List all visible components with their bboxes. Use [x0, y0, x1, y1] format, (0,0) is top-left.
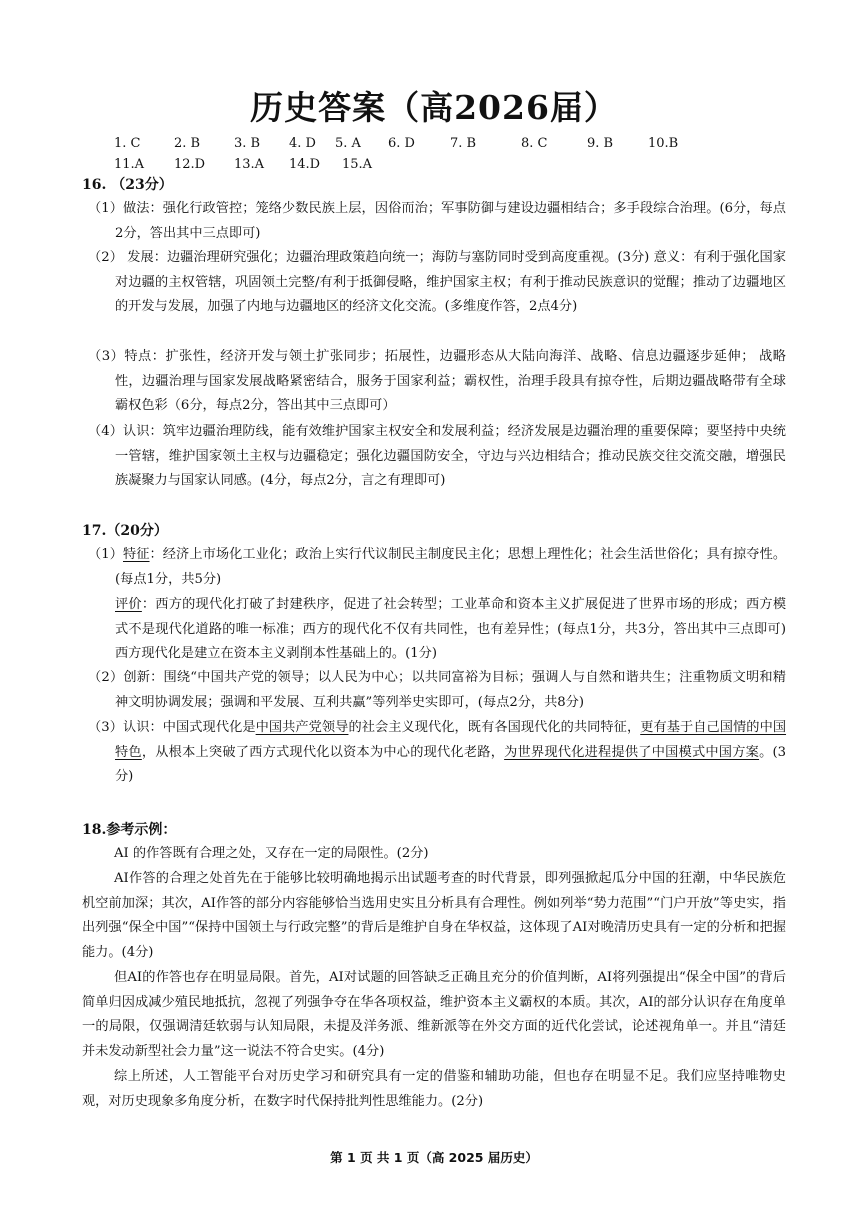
q17-heading: 17.（20分）	[82, 523, 168, 539]
q17-part3-text: ，从根本上突破了西方式现代化以资本为中心的现代化老路，	[141, 744, 505, 760]
mcq-answer: 14.D	[289, 157, 321, 172]
q17-evaluation-text: ：西方的现代化打破了封建秩序，促进了社会转型；工业革命和资本主义扩展促进了世界市场的形成；西方模式不是现代化道路的唯一标准；西方的现代化不仅有共同性，也有差异性；(每点1分，共3分，答出其中三点即可) 西方现代化是建立在资本主义剥削本性基础上的。(1分)	[115, 597, 787, 662]
mcq-answer: 12.D	[174, 157, 206, 172]
q18-paragraph-1: AI 的作答既有合理之处，又存在一定的局限性。(2分)	[114, 846, 429, 861]
mcq-answer: 13.A	[234, 157, 265, 172]
q17-features-label: 特征	[123, 547, 150, 562]
q18-heading: 18.参考示例：	[82, 822, 177, 838]
page-footer: 第 1 页 共 1 页（高 2025 届历史）	[330, 1150, 538, 1165]
mcq-answer: 15.A	[342, 157, 373, 172]
q17-part3-text: 。(3分)	[115, 744, 787, 785]
mcq-answer: 3. B	[234, 136, 261, 151]
q18-paragraph-4: 综上所述，人工智能平台对历史学习和研究具有一定的借鉴和辅助功能，但也存在明显不足。我们应坚持唯物史观，对历史现象多角度分析，在数字时代保持批判性思维能力。(2分)	[82, 1069, 786, 1109]
mcq-answer: 10.B	[648, 136, 679, 151]
q17-evaluation-label: 评价	[115, 597, 142, 612]
q17-part3-text: （3）认识：中国式现代化是	[88, 720, 256, 735]
mcq-answer: 8. C	[521, 136, 548, 151]
mcq-answer: 2. B	[174, 136, 201, 151]
mcq-answer: 7. B	[450, 136, 477, 151]
mcq-answer: 4. D	[289, 136, 316, 151]
page-title: 历史答案（高2026届）	[250, 88, 618, 127]
q16-part1: （1）做法：强化行政管控；笼络少数民族上层，因俗而治；军事防御与建设边疆相结合；多手段综合治理。(6分，每点2分，答出其中三点即可)	[88, 201, 786, 241]
q17-part3-text: 的社会主义现代化，既有各国现代化的共同特征，	[348, 720, 641, 735]
q16-part4: （4）认识：筑牢边疆治理防线，能有效维护国家主权安全和发展利益；经济发展是边疆治理的重要保障；要坚持中央统一管辖，维护国家领土主权与边疆稳定；强化边疆国防安全，守边与兴边相结合；推动民族交往交流交融，增强民族凝聚力与国家认同感。(4分，每点2分，言之有理即可)	[88, 424, 786, 489]
q17-part3-underline-3: 为世界现代化进程提供了中国模式中国方案	[504, 744, 760, 760]
mcq-answer: 5. A	[335, 136, 361, 151]
q17-part1-evaluation	[115, 593, 786, 667]
q17-features-text: ：经济上市场化工业化；政治上实行代议制民主制度民主化；思想上理性化；社会生活世俗化；具有掠夺性。(每点1分，共5分)	[115, 547, 787, 587]
q16-part3: （3）特点：扩张性，经济开发与领土扩张同步；拓展性，边疆形态从大陆向海洋、战略、信息边疆逐步延伸； 战略性，边疆治理与国家发展战略紧密结合，服务于国家利益；霸权性，治理手段具有掠夺性，后期边疆战略带有全球霸权色彩（6分，每点2分，答出其中三点即可）	[88, 349, 786, 414]
mcq-answer: 9. B	[587, 136, 614, 151]
q17-part3-underline-2: 更有基于自己国情的中国特色	[115, 720, 787, 760]
q18-paragraph-3: 但AI的作答也存在明显局限。首先，AI对试题的回答缺乏正确且充分的价值判断，AI将列强提出“保全中国”的背后简单归因成减少殖民地抵抗，忽视了列强争夺在华各项权益，维护资本主义霸权的本质。其次，AI的部分认识存在角度单一的局限，仅强调清廷软弱与认知局限，未提及洋务派、维新派等在外交方面的近代化尝试，论述视角单一。并且“清廷并未发动新型社会力量”这一说法不符合史实。(4分)	[82, 970, 786, 1059]
q17-part3	[88, 716, 786, 790]
q16-part2: （2） 发展：边疆治理研究强化；边疆治理政策趋向统一；海防与塞防同时受到高度重视。(3分) 意义：有利于强化国家对边疆的主权管辖，巩固领土完整/有利于抵御侵略，维护国家主权；有利于推动民族意识的觉醒；推动了边疆地区的开发与发展，加强了内地与边疆地区的经济文化交流。(多维度作答，2点4分)	[88, 250, 786, 315]
mcq-answers-row-2	[114, 156, 372, 174]
mcq-answer: 11.A	[114, 157, 145, 172]
mcq-answer: 6. D	[388, 136, 415, 151]
q18-paragraph-2: AI作答的合理之处首先在于能够比较明确地揭示出试题考查的时代背景，即列强掀起瓜分中国的狂潮，中华民族危机空前加深；其次，AI作答的部分内容能够恰当选用史实且分析具有合理性。例如列举“势力范围”“门户开放”等史实，指出列强“保全中国”“保持中国领土与行政完整”的背后是维护自身在华权益，这体现了AI对晚清历史具有一定的分析和把握能力。(4分)	[82, 871, 786, 960]
mcq-answer: 1. C	[114, 136, 141, 151]
q17-part1-number: （1）	[88, 547, 123, 562]
q16-heading: 16. （23分）	[82, 177, 173, 193]
q17-part1-features	[88, 543, 786, 592]
mcq-answers-row-1	[114, 135, 678, 153]
q17-part3-underline-1: 中国共产党领导	[255, 720, 349, 735]
q17-part2: （2）创新：围绕“中国共产党的领导；以人民为中心；以共同富裕为目标；强调人与自然和谐共生；注重物质文明和精神文明协调发展；强调和平发展、互利共赢”等列举史实即可，(每点2分，共8分)	[88, 670, 786, 710]
